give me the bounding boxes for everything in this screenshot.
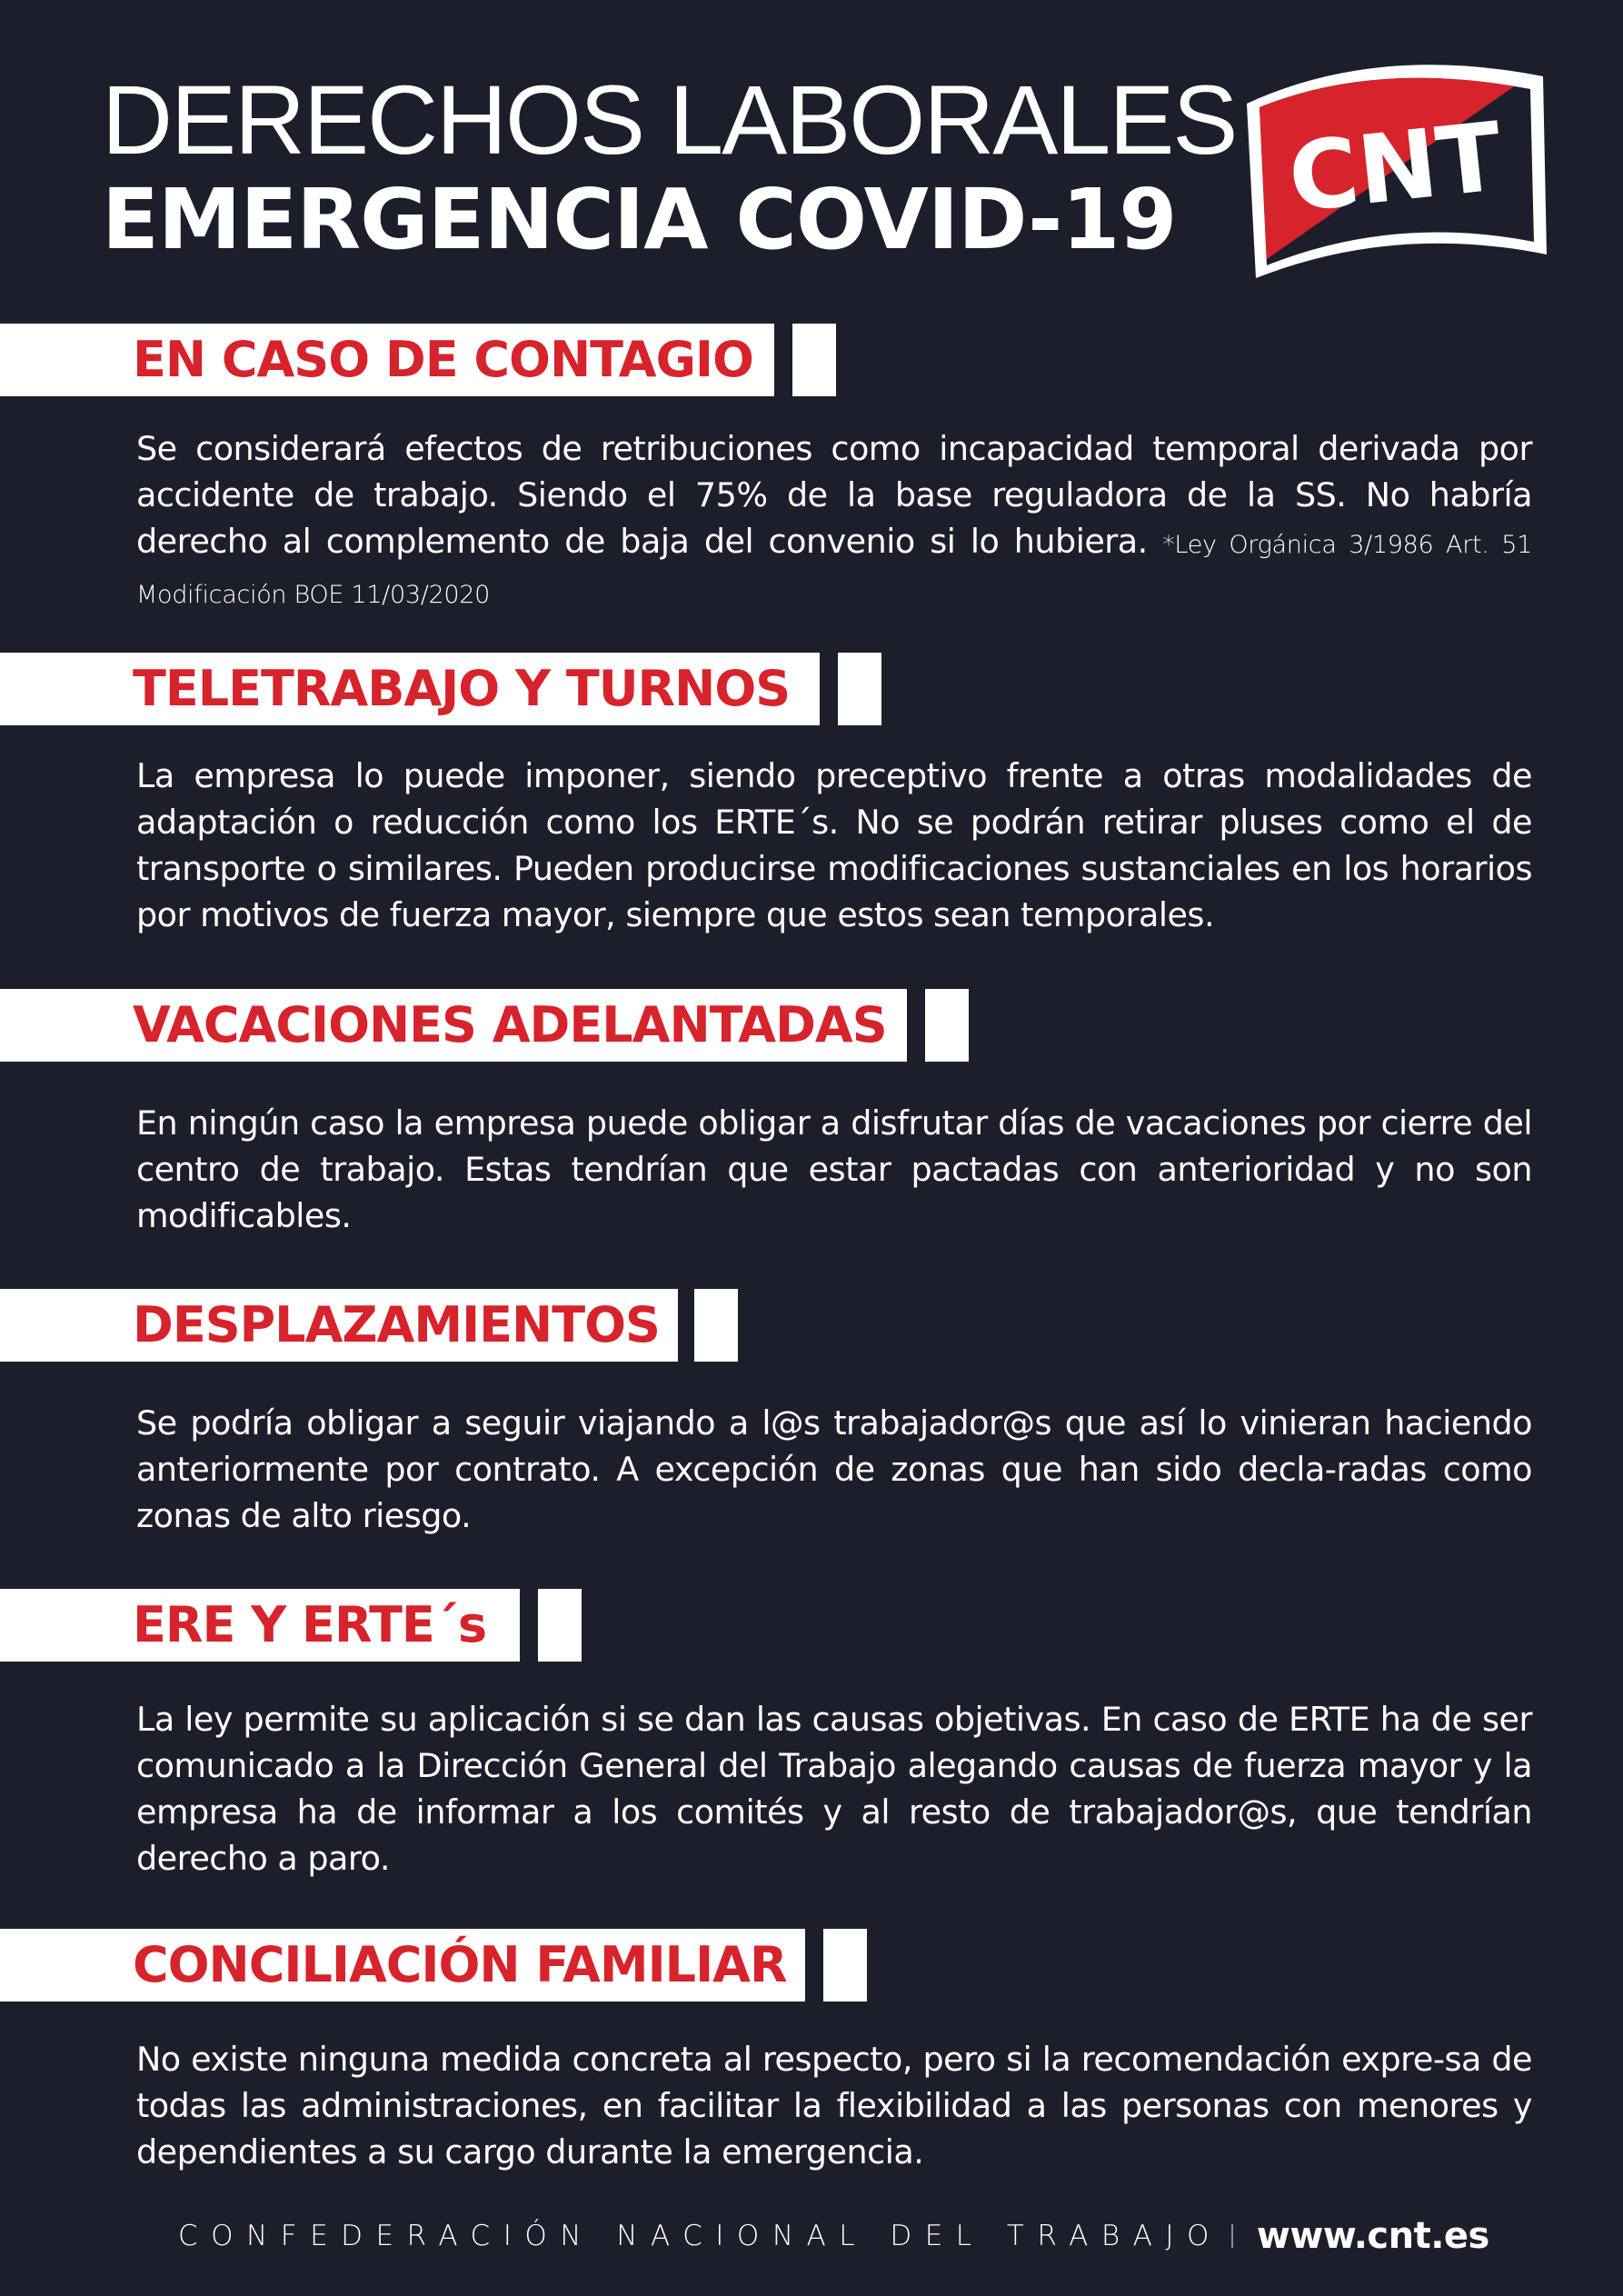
- section-bar-tab: [538, 1589, 582, 1662]
- section-body-text: Se considerará efectos de retribuciones como incapacidad temporal derivada por accidente de trabajo. Siendo el 75% de la base reguladora de la SS. No habría derecho al complemento de baja del convenio si lo hubiera.: [136, 429, 1532, 561]
- section-body-vacaciones: En ningún caso la empresa puede obligar a disfrutar días de vacaciones por cierre del centro de trabajo. Estas tendrían que estar pactadas con anterioridad y no son modificables.: [136, 1103, 1532, 1235]
- section-title-vacaciones: VACACIONES ADELANTADAS: [133, 996, 887, 1053]
- section-bar-tab: [823, 1929, 867, 2002]
- footer-website-link[interactable]: www.cnt.es: [1256, 2215, 1489, 2257]
- section-bar-tab: [694, 1289, 738, 1362]
- section-bar-tab: [838, 653, 881, 725]
- footer: [178, 2209, 1489, 2263]
- footer-organization: CONFEDERACIÓN NACIONAL DEL TRABAJO: [178, 2220, 1222, 2252]
- page-title-line1: DERECHOS LABORALES: [102, 65, 1237, 175]
- section-body-teletrabajo: La empresa lo puede imponer, siendo preceptivo frente a otras modalidades de adaptación o reducción como los ERTE´s. No se podrán retirar pluses como el de transporte o similares. Pueden producirse modificaciones sustanciales en los horarios por motivos de fuerza mayor, siempre que estos sean temporales.: [136, 756, 1532, 934]
- section-body-conciliacion: No existe ninguna medida concreta al respecto, pero si la recomendación expre-sa de todas las administraciones, en facilitar la flexibilidad a las personas con menores y dependientes a su cargo durante la emergencia.: [136, 2040, 1532, 2171]
- section-body-contagio: [136, 425, 1532, 618]
- logo-text: CNT: [1283, 101, 1508, 234]
- section-title-contagio: EN CASO DE CONTAGIO: [133, 331, 753, 388]
- section-bar-tab: [925, 989, 969, 1062]
- footer-divider: [1231, 2224, 1233, 2248]
- section-body-ere: La ley permite su aplicación si se dan las causas objetivas. En caso de ERTE ha de ser comunicado a la Dirección General del Trabajo alegando causas de fuerza mayor y la empresa ha de informar a los comités y al resto de trabajador@s, que tendrían derecho a paro.: [136, 1700, 1532, 1878]
- page-title-line2: EMERGENCIA COVID-19: [102, 171, 1177, 268]
- section-title-ere: ERE Y ERTE´s: [133, 1596, 486, 1653]
- cnt-logo: [1240, 64, 1547, 278]
- section-bar-tab: [792, 324, 836, 396]
- section-body-desplazamientos: Se podría obligar a seguir viajando a l@s trabajador@s que así lo vinieran haciendo anteriormente por contrato. A excepción de zonas que han sido decla-radas como zonas de alto riesgo.: [136, 1403, 1532, 1535]
- legal-note: *Ley Orgánica 3/1986 Art. 51 Modificación BOE 11/03/2020: [136, 531, 1532, 609]
- section-title-teletrabajo: TELETRABAJO Y TURNOS: [133, 660, 791, 717]
- section-title-conciliacion: CONCILIACIÓN FAMILIAR: [133, 1936, 787, 1993]
- section-title-desplazamientos: DESPLAZAMIENTOS: [133, 1296, 660, 1353]
